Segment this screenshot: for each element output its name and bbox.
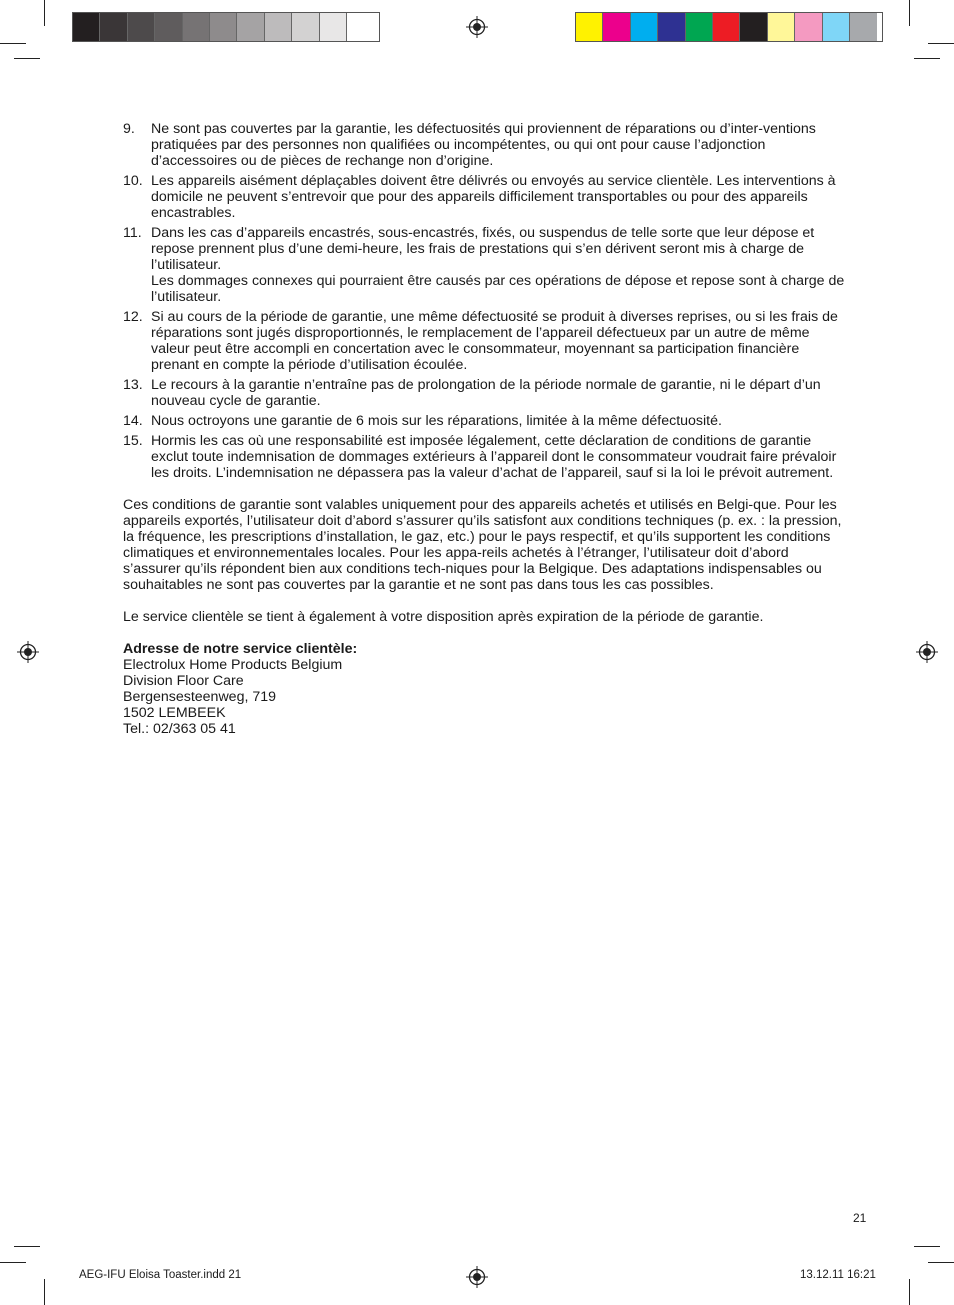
color-swatch (183, 13, 210, 41)
clause-text: Dans les cas d’appareils encastrés, sous-encastrés, fixés, ou suspendus de telle sorte que leur dépose et repose prennent plus d’une demi-heure, les frais de prestations qui s’en dérivent seront mis à charge de l’utilisateur. (151, 225, 815, 273)
color-swatch (740, 13, 767, 41)
color-swatch (686, 13, 713, 41)
registration-mark-icon (466, 1266, 488, 1288)
address-line: Division Floor Care (123, 673, 244, 689)
warranty-clause (123, 121, 848, 169)
color-swatch (155, 13, 182, 41)
grayscale-color-bar (72, 12, 380, 42)
address-block (123, 657, 848, 737)
color-swatch (823, 13, 850, 41)
color-swatch (128, 13, 155, 41)
address-heading: Adresse de notre service clientèle: (123, 641, 358, 657)
clause-number: 13. (123, 377, 143, 393)
clause-text: Les dommages connexes qui pourraient être causés par ces opérations de dépose et repose sont à charge de l’utilisateur. (151, 273, 845, 305)
color-swatch (237, 13, 264, 41)
clause-text: Ne sont pas couvertes par la garantie, les défectuosités qui proviennent de réparations ou d’inter-ventions pratiquées par des personnes non qualifiées ou incompétentes, ou qui ont pour cause l’adjonction d’accessoires ou de pièces de rechange non d’origine. (151, 121, 816, 169)
warranty-clause (123, 413, 848, 429)
crop-mark (914, 58, 940, 59)
crop-mark (0, 43, 26, 44)
slug-date: 13.12.11 16:21 (800, 1269, 876, 1281)
color-swatch (73, 13, 100, 41)
color-swatch (292, 13, 319, 41)
color-swatch (713, 13, 740, 41)
registration-mark-icon (916, 641, 938, 663)
warranty-clause (123, 309, 848, 373)
conditions-paragraph: Ces conditions de garantie sont valables uniquement pour des appareils achetés et utilisés en Belgi-que. Pour les appareils exportés, l’utilisateur doit d’abord s’assurer qu’ils satisfont aux conditions techniques (p. ex. : la pression, la fréquence, les prescriptions d’installation, le gaz, etc.) pour le pays respectif, et qu’ils supportent les conditions climatiques et environnementales locales. Pour les appa-reils achetés à l’étranger, l’utilisateur doit d’abord s’assurer qu’ils répondent bien aux conditions tech-niques pour la Belgique. Des adaptations indispensables ou souhaitables ne sont pas couvertes par la garantie et ne sont pas dans tous les cas possibles. (123, 497, 842, 593)
address-line: Bergensesteenweg, 719 (123, 689, 277, 705)
page-number: 21 (853, 1211, 867, 1225)
service-paragraph: Le service clientèle se tient à également à votre disposition après expiration de la période de garantie. (123, 609, 764, 625)
color-swatch (100, 13, 127, 41)
warranty-clause (123, 173, 848, 221)
clause-text: Les appareils aisément déplaçables doivent être délivrés ou envoyés au service clientèle. Les interventions à domicile ne peuvent s’entrevoir que pour des appareils difficilement transportables ou pour des appareils encastrables. (151, 173, 836, 221)
clause-text: Hormis les cas où une responsabilité est imposée légalement, cette déclaration de conditions de garantie exclut toute indemnisation de dommages extérieurs à l’appareil dont le consommateur voudrait faire prévaloir les droits. L’indemnisation ne dépassera pas la valeur d’achat de l’appareil, sauf si la loi le prévoit autrement. (151, 433, 837, 481)
color-swatch (603, 13, 630, 41)
color-swatch (210, 13, 237, 41)
crop-mark (914, 1246, 940, 1247)
registration-mark-icon (17, 641, 39, 663)
clause-number: 10. (123, 173, 143, 189)
color-swatch (265, 13, 292, 41)
clause-number: 12. (123, 309, 143, 325)
warranty-clause-list (123, 121, 848, 481)
color-swatch (658, 13, 685, 41)
clause-number: 11. (123, 225, 142, 241)
clause-text: Si au cours de la période de garantie, une même défectuosité se produit à diverses reprises, ou si les frais de réparations sont jugés disproportionnés, le remplacement de l’appareil défectueux par un autre de même valeur peut être accompli en concertation avec le consommateur, moyennant sa participation financière prenant en compte la période d’utilisation écoulée. (151, 309, 838, 373)
clause-number: 9. (123, 121, 135, 137)
process-color-bar (575, 12, 883, 42)
warranty-text (123, 121, 848, 737)
warranty-clause (123, 225, 848, 305)
crop-mark (14, 1246, 40, 1247)
color-swatch (320, 13, 347, 41)
clause-text: Le recours à la garantie n’entraîne pas de prolongation de la période normale de garantie, ni le départ d’un nouveau cycle de garantie. (151, 377, 821, 409)
crop-mark (909, 1279, 910, 1305)
crop-mark (14, 58, 40, 59)
warranty-clause (123, 377, 848, 409)
clause-number: 14. (123, 413, 143, 429)
crop-mark (0, 1262, 26, 1263)
crop-mark (909, 0, 910, 26)
crop-mark (44, 1279, 45, 1305)
crop-mark (44, 0, 45, 26)
color-swatch (795, 13, 822, 41)
clause-number: 15. (123, 433, 143, 449)
color-swatch (631, 13, 658, 41)
slug-filename: AEG-IFU Eloisa Toaster.indd 21 (79, 1269, 242, 1281)
address-line: Electrolux Home Products Belgium (123, 657, 343, 673)
crop-mark (928, 43, 954, 44)
color-swatch (768, 13, 795, 41)
registration-mark-icon (466, 16, 488, 38)
clause-text: Nous octroyons une garantie de 6 mois sur les réparations, limitée à la même défectuosité. (151, 413, 722, 429)
warranty-clause (123, 433, 848, 481)
crop-mark (928, 1262, 954, 1263)
color-swatch (850, 13, 877, 41)
color-swatch (347, 13, 374, 41)
address-line: 1502 LEMBEEK (123, 705, 226, 721)
address-line: Tel.: 02/363 05 41 (123, 721, 236, 737)
color-swatch (576, 13, 603, 41)
